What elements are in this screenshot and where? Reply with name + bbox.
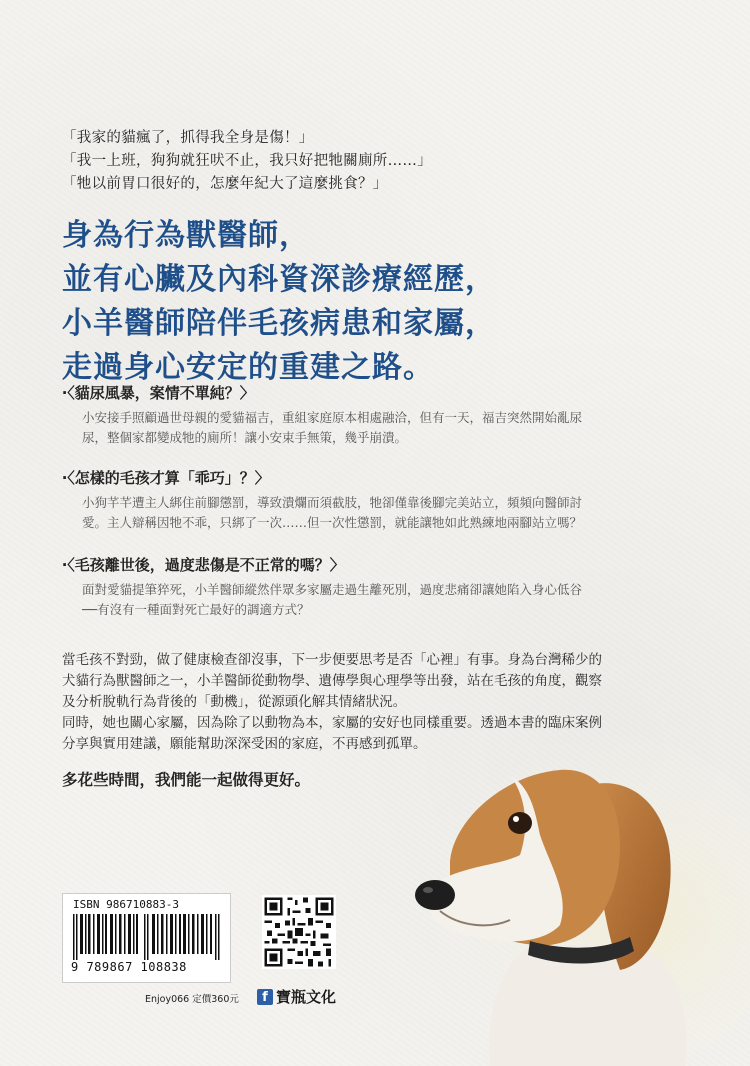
barcode	[62, 893, 231, 983]
case-body	[82, 408, 682, 448]
description-line: 分享與實用建議，願能幫助深深受困的家庭，不再感到孤單。	[62, 736, 427, 752]
barcode-number: 9 789867 108838	[71, 960, 187, 974]
headline	[62, 214, 496, 390]
case-section-3	[62, 554, 682, 620]
case-section-2	[62, 467, 682, 533]
publisher-logo	[257, 986, 336, 1007]
price-text: Enjoy066 定價360元	[145, 994, 239, 1005]
qr-code	[262, 895, 336, 969]
case-body-line: 愛。主人辯稱因牠不乖，只綁了一次……但一次性懲罰，就能讓牠如此熟練地兩腳站立嗎？	[82, 515, 583, 530]
case-title: ‧〈毛孩離世後，過度悲傷是不正常的嗎？〉	[62, 556, 345, 574]
description-line: 同時，她也關心家屬，因為除了以動物為本，家屬的安好也同樣重要。透過本書的臨床案例	[62, 715, 602, 731]
description-line: 及分析脫軌行為背後的「動機」，從源頭化解其情緒狀況。	[62, 694, 407, 710]
quote-list	[62, 127, 432, 196]
isbn-label: ISBN 986710883-3	[73, 898, 179, 911]
publisher-name: 寶瓶文化	[276, 988, 337, 1006]
description-line: 犬貓行為獸醫師之一，小羊醫師從動物學、遺傳學與心理學等出發，站在毛孩的角度，觀察	[62, 673, 602, 689]
case-body-line: 面對愛貓提筆猝死，小羊醫師縱然伴眾多家屬走過生離死別，過度悲痛卻讓她陷入身心低谷	[82, 582, 583, 597]
facebook-f-icon: f	[257, 989, 273, 1005]
case-section-1	[62, 382, 682, 448]
headline-line-1: 身為行為獸醫師，	[62, 218, 310, 253]
quote-3: 「牠以前胃口很好的，怎麼年紀大了這麼挑食？」	[62, 176, 388, 192]
case-body-line: 小安接手照顧過世母親的愛貓福吉，重組家庭原本相處融洽，但有一天，福吉突然開始亂尿	[82, 410, 583, 425]
case-body-line: ──有沒有一種面對死亡最好的調適方式？	[82, 602, 310, 617]
tagline: 多花些時間，我們能一起做得更好。	[62, 771, 311, 789]
headline-line-3: 小羊醫師陪伴毛孩病患和家屬，	[62, 306, 496, 341]
case-body-line: 尿，整個家都變成牠的廁所！讓小安束手無策，幾乎崩潰。	[82, 430, 408, 445]
case-body	[82, 493, 682, 533]
case-body	[82, 580, 682, 620]
headline-line-4: 走過身心安定的重建之路。	[62, 350, 434, 385]
case-title: ‧〈怎樣的毛孩才算「乖巧」？〉	[62, 469, 270, 487]
description-line: 當毛孩不對勁，做了健康檢查卻沒事，下一步便要思考是否「心裡」有事。身為台灣稀少的	[62, 652, 602, 668]
barcode-bars	[73, 914, 220, 960]
quote-1: 「我家的貓瘋了，抓得我全身是傷！」	[62, 130, 314, 146]
case-body-line: 小狗芊芊遭主人綁住前腳懲罰，導致潰爛而須截肢，牠卻僅靠後腳完美站立，頻頻向醫師討	[82, 495, 583, 510]
case-title: ‧〈貓尿風暴，案情不單純？〉	[62, 384, 255, 402]
quote-2: 「我一上班，狗狗就狂吠不止，我只好把牠關廁所……」	[62, 153, 432, 169]
headline-line-2: 並有心臟及內科資深診療經歷，	[62, 262, 496, 297]
beagle-illustration	[380, 715, 750, 1066]
